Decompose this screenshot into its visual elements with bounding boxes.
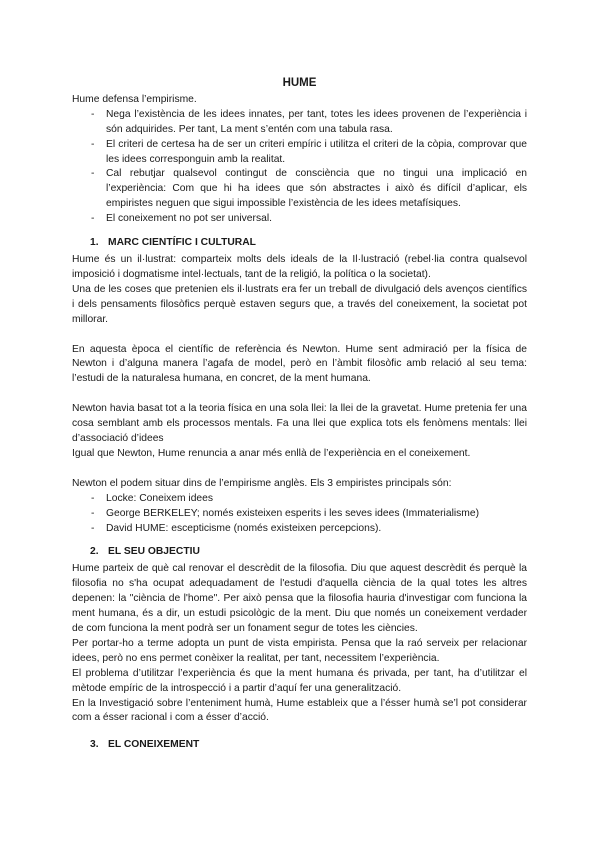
bullet-item: - El criteri de certesa ha de ser un criteri empíric i utilitza el criteri de la còpia, comprovar que les idees corresponguin amb la realitat.	[72, 138, 527, 168]
bullet-item: - El coneixement no pot ser universal.	[72, 212, 527, 227]
paragraph: Una de les coses que pretenien els il·lustrats era fer un treball de divulgació dels avenços científics i dels pensaments filosòfics perquè estaven segurs que, a través del coneixement, la societat pot millorar.	[72, 283, 527, 325]
intro-paragraph: Hume defensa l’empirisme.	[72, 93, 197, 105]
section-heading-1	[72, 236, 527, 251]
section-number: 2.	[90, 546, 99, 558]
paragraph: Igual que Newton, Hume renuncia a anar més enllà de l’experiència en el coneixement.	[72, 447, 471, 459]
paragraph: El problema d’utilitzar l’experiència és que la ment humana és privada, per tant, ha d’utilitzar el mètode empíric de la introspecció i a partir d’aquí fer una generalització.	[72, 667, 527, 694]
bullet-item: - Nega l’existència de les idees innates, per tant, totes les idees provenen de l’experiència i són adquirides. Per tant, La ment s’entén com una tabula rasa.	[72, 108, 527, 138]
bullet-item: - George BERKELEY; només existeixen esperits i les seves idees (Immaterialisme)	[72, 507, 527, 522]
section-title: EL SEU OBJECTIU	[108, 546, 200, 558]
section-number: 1.	[90, 237, 99, 249]
paragraph: Newton el podem situar dins de l’empirisme anglès. Els 3 empiristes principals són:	[72, 477, 452, 489]
paragraph-spacer	[72, 462, 527, 477]
document-title: HUME	[282, 77, 317, 89]
paragraph: Newton havia basat tot a la teoria física en una sola llei: la llei de la gravetat. Hume pretenia fer una cosa semblant amb els processos mentals. Fa una llei que explica tots els fenòmens mentals: llei d’associació d’idees	[72, 403, 527, 445]
paragraph: En la Investigació sobre l’enteniment humà, Hume estableix que a l’ésser humà se’l pot considerar com a ésser racional i com a ésser d’acció.	[72, 697, 527, 724]
paragraph: Per portar-ho a terme adopta un punt de vista empirista. Pensa que la raó serveix per relacionar idees, però no ens permet conèixer la realitat, per tant, necessitem l’experiència.	[72, 637, 527, 664]
section-heading-2	[72, 545, 527, 560]
intro-bullet-list	[72, 108, 527, 227]
bullet-item: - Cal rebutjar qualsevol contingut de consciència que no tingui una implicació en l’experiència: Com que hi ha idees que són abstractes i això és difícil d’aplicar, els empiristes neguen que sigui impossible l’existència de les idees metafísiques.	[72, 167, 527, 212]
paragraph-spacer	[72, 328, 527, 343]
section-title: EL CONEIXEMENT	[108, 739, 200, 751]
paragraph: Hume és un il·lustrat: comparteix molts dels ideals de la Il·lustració (rebel·lia contra qualsevol imposició i dogmatisme intel·lectuals, tant de la religió, la política o la societat).	[72, 253, 527, 280]
document-page	[72, 76, 527, 755]
section-title: MARC CIENTÍFIC I CULTURAL	[108, 237, 256, 249]
section-heading-3	[72, 738, 527, 753]
bullet-item: - Locke: Coneixem idees	[72, 492, 527, 507]
bullet-item: - David HUME: escepticisme (només existeixen percepcions).	[72, 522, 527, 537]
empiricists-list	[72, 492, 527, 537]
section-number: 3.	[90, 739, 99, 751]
paragraph: Hume parteix de què cal renovar el descrèdit de la filosofia. Diu que aquest descrèdit és perquè la filosofia no s'ha ocupat adequadament de l'estudi d'aquella ciència de la qual totes les altres depenen: la "ciència de l'home". Per això pensa que la filosofia hauria d'investigar com funciona la ment humana, és a dir, un estudi psicològic de la ment. Diu que només un coneixement verdader de com funciona la ment podrà ser un fonament segur de totes les ciències.	[72, 563, 527, 634]
paragraph-spacer	[72, 387, 527, 402]
paragraph: En aquesta època el científic de referència és Newton. Hume sent admiració per la física de Newton i d’alguna manera l’agafa de model, però en l’àmbit filosòfic amb relació al seu tema: l’estudi de la naturalesa humana, en concret, de la ment humana.	[72, 343, 527, 385]
